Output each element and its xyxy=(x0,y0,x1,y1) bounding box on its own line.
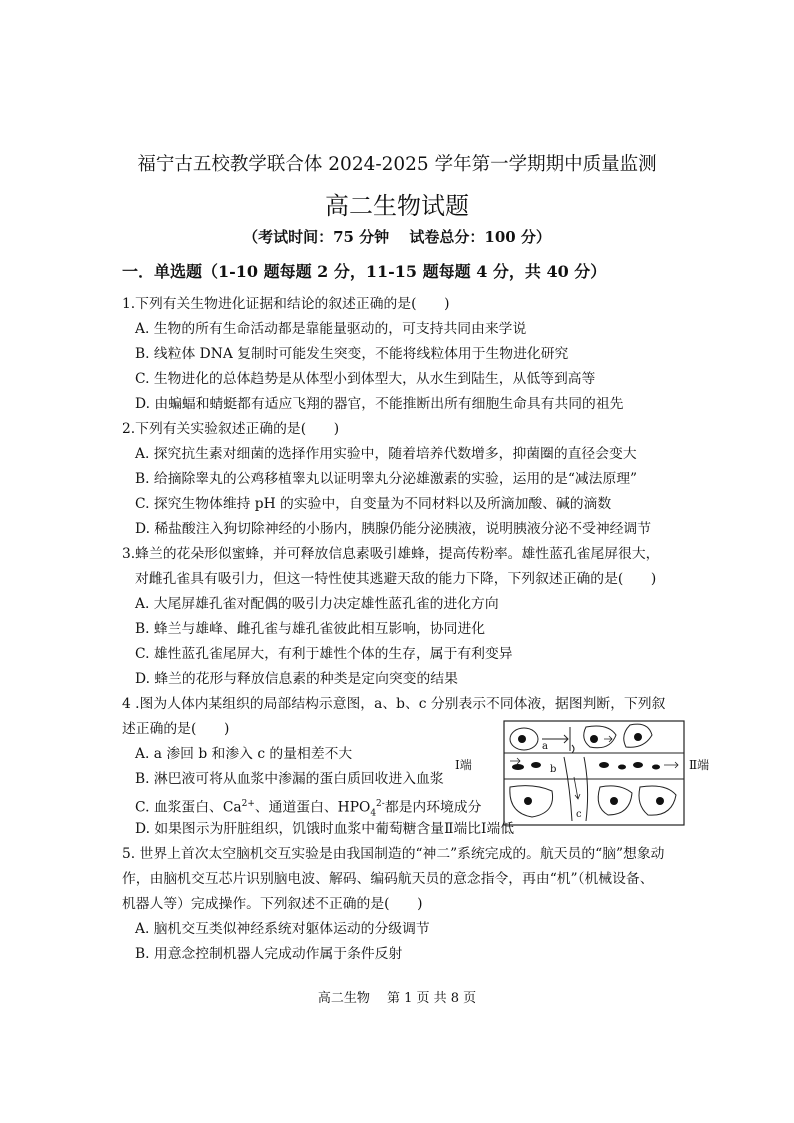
question-4-option-c: C. 血浆蛋白、$Ca^{2+}$、通道蛋白、$HPO_4^{2-}$都是内环境成分 xyxy=(135,799,482,819)
question-1-option-a: A. 生物的所有生命活动都是靠能量驱动的，可支持共同由来学说 xyxy=(135,321,527,337)
exam-time-score: （考试时间：75 分钟 试卷总分：100 分） xyxy=(243,228,551,246)
question-5-stem-line3: 机器人等）完成操作。下列叙述不正确的是( ) xyxy=(122,896,423,912)
blood-cell xyxy=(599,762,609,768)
question-5-stem-line2: 作，由脑机交互芯片识别脑电波、解码、编码航天员的意念指令，再由“机”（机械设备、 xyxy=(122,871,654,887)
blood-cell xyxy=(633,762,643,768)
question-2-option-b: B. 给摘除睾丸的公鸡移植睾丸以证明睾丸分泌雄激素的实验，运用的是“减法原理” xyxy=(135,471,638,487)
question-3-option-d: D. 蜂兰的花形与释放信息素的种类是定向突变的结果 xyxy=(135,671,458,687)
blood-cell xyxy=(652,765,660,770)
question-1-stem: 1.下列有关生物进化证据和结论的叙述正确的是( ) xyxy=(122,296,450,312)
blood-cell xyxy=(531,762,541,768)
question-4-stem-line2: 述正确的是( ) xyxy=(122,721,230,737)
diagram-label-end-1: Ⅰ端 xyxy=(455,758,472,772)
cell-nucleus xyxy=(610,797,618,805)
cell-nucleus xyxy=(524,797,532,805)
diagram-label-end-2: Ⅱ端 xyxy=(689,758,710,772)
arrow-icon xyxy=(604,736,612,742)
question-4-stem-line1: 4 .图为人体内某组织的局部结构示意图，a、b、c 分别表示不同体液，据图判断，下列叙 xyxy=(122,696,666,712)
flow-arrow-icon xyxy=(510,758,520,764)
blood-cell xyxy=(618,765,626,770)
blood-cell xyxy=(512,764,524,770)
tissue-structure-diagram xyxy=(480,717,686,829)
question-4-option-d: D. 如果图示为肝脏组织，饥饿时血浆中葡萄糖含量Ⅱ端比Ⅰ端低 xyxy=(135,821,515,837)
question-3-option-a: A. 大尾屏雄孔雀对配偶的吸引力决定雄性蓝孔雀的进化方向 xyxy=(135,596,499,612)
cell-nucleus xyxy=(634,733,642,741)
question-2-option-a: A. 探究抗生素对细菌的选择作用实验中，随着培养代数增多，抑菌圈的直径会变大 xyxy=(135,446,637,462)
question-2-option-c: C. 探究生物体维持 pH 的实验中，自变量为不同材料以及所滴加酸、碱的滴数 xyxy=(135,496,612,512)
question-1-option-d: D. 由蝙蝠和蜻蜓都有适应飞翔的器官，不能推断出所有细胞生命具有共同的祖先 xyxy=(135,396,624,412)
fluid-exchange-arrow xyxy=(570,727,574,753)
question-3-stem-line2: 对雌孔雀具有吸引力，但这一特性使其逃避天敌的能力下降，下列叙述正确的是( ) xyxy=(135,571,657,587)
section-heading: 一．单选题（1-10 题每题 2 分，11-15 题每题 4 分，共 40 分） xyxy=(122,262,607,281)
cell-nucleus xyxy=(590,735,598,743)
exam-header: 福宁古五校教学联合体 2024-2025 学年第一学期期中质量监测 xyxy=(137,154,657,175)
tissue-cell xyxy=(584,726,616,748)
flow-arrow-icon xyxy=(664,762,678,768)
question-3-option-b: B. 蜂兰与雄峰、雌孔雀与雄孔雀彼此相互影响，协同进化 xyxy=(135,621,486,637)
label-c: c xyxy=(576,809,582,820)
question-2-option-d: D. 稀盐酸注入狗切除神经的小肠内，胰腺仍能分泌胰液，说明胰液分泌不受神经调节 xyxy=(135,521,652,537)
cell-nucleus xyxy=(656,797,664,805)
question-4-option-a: A. a 渗回 b 和渗入 c 的量相差不大 xyxy=(135,746,353,762)
label-b: b xyxy=(550,764,557,775)
arrow-icon xyxy=(574,777,580,799)
page-footer: 高二生物 第 1 页 共 8 页 xyxy=(317,991,477,1006)
label-a: a xyxy=(542,741,548,752)
question-1-option-b: B. 线粒体 DNA 复制时可能发生突变，不能将线粒体用于生物进化研究 xyxy=(135,346,569,362)
question-1-option-c: C. 生物进化的总体趋势是从体型小到体型大，从水生到陆生，从低等到高等 xyxy=(135,371,596,387)
question-5-option-a: A. 脑机交互类似神经系统对躯体运动的分级调节 xyxy=(135,921,430,937)
question-2-stem: 2.下列有关实验叙述正确的是( ) xyxy=(122,421,340,437)
exam-title: 高二生物试题 xyxy=(325,192,469,220)
question-5-option-b: B. 用意念控制机器人完成动作属于条件反射 xyxy=(135,946,403,962)
question-4-option-b: B. 淋巴液可将从血浆中渗漏的蛋白质回收进入血浆 xyxy=(135,771,444,787)
question-3-option-c: C. 雄性蓝孔雀尾屏大，有利于雄性个体的生存，属于有利变异 xyxy=(135,646,513,662)
cell-nucleus xyxy=(518,735,526,743)
question-5-stem-line1: 5. 世界上首次太空脑机交互实验是由我国制造的“神二”系统完成的。航天员的“脑”想象动 xyxy=(122,846,665,862)
question-3-stem-line1: 3.蜂兰的花朵形似蜜蜂，并可释放信息素吸引雄蜂，提高传粉率。雄性蓝孔雀尾屏很大， xyxy=(122,546,660,562)
